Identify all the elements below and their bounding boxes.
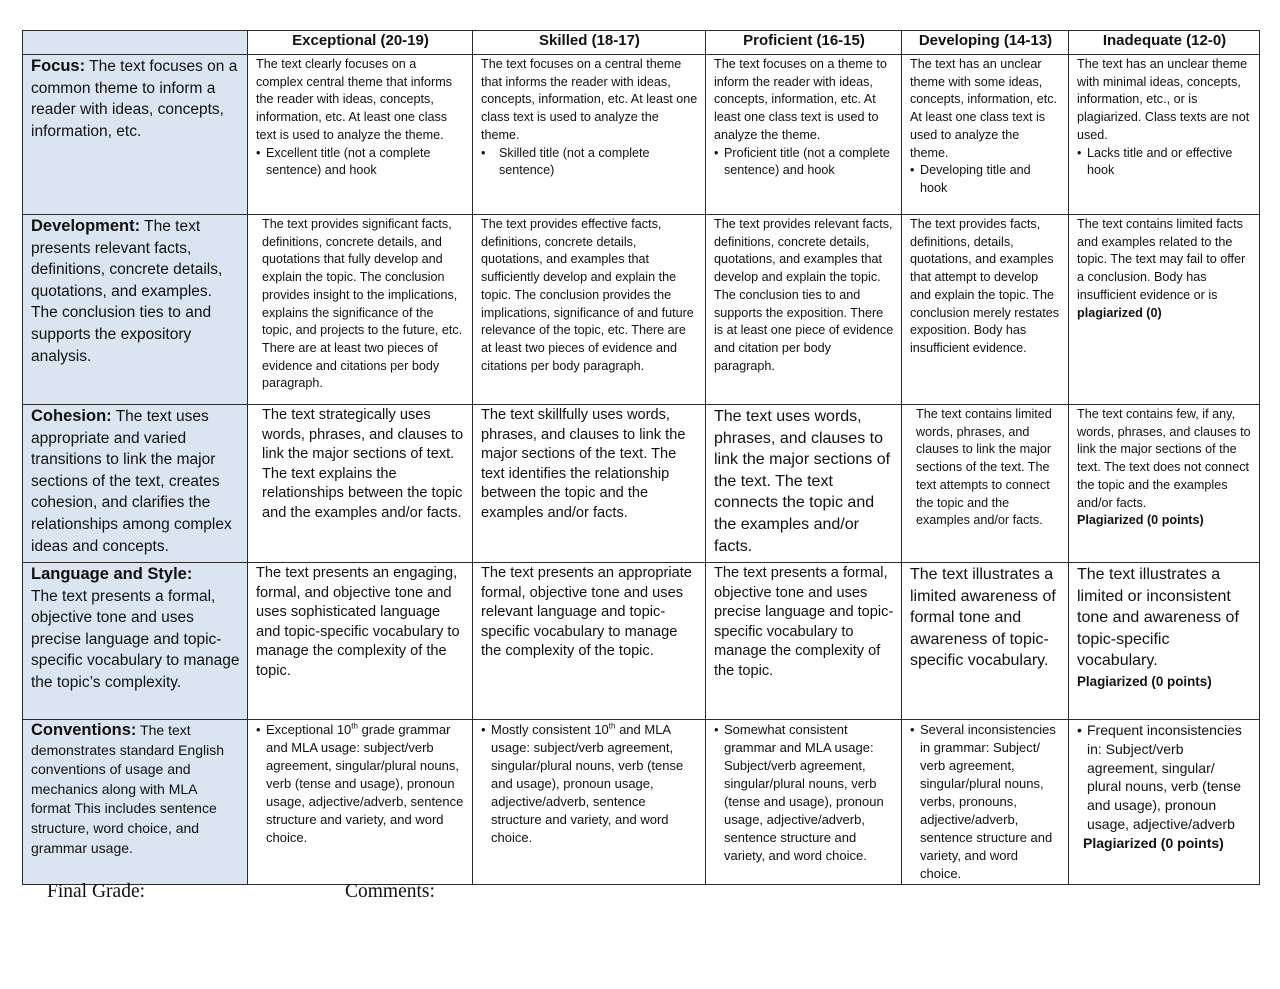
criterion-conventions-desc: demonstrates standard English conventions of usage and mechanics along with MLA format This includes sentence structure, word choice, and grammar usage.: [31, 741, 224, 856]
language-proficient-cell: [706, 563, 902, 720]
focus-proficient-cell: [706, 55, 902, 215]
language-skilled-cell: [473, 563, 706, 720]
focus-developing-bullet: • Developing title and hook: [910, 162, 1061, 197]
focus-skilled-text: The text focuses on a central theme that informs the reader with ideas, concepts, information, etc. At least one class text is used to analyze the theme.: [481, 57, 698, 142]
focus-exceptional-text: The text clearly focuses on a complex central theme that informs the reader with ideas, concepts, information, etc. At least one class text is used to analyze the theme.: [256, 57, 452, 142]
criterion-cohesion: [23, 405, 248, 563]
conventions-exceptional-a: Exceptional 10: [266, 722, 352, 737]
development-developing-cell: [902, 215, 1069, 405]
conventions-exceptional-cell: [248, 720, 473, 885]
language-inadequate-text: The text illustrates a limited or inconsistent tone and awareness of topic-specific vocabulary.: [1077, 566, 1239, 670]
conventions-developing-cell: [902, 720, 1069, 885]
conventions-inadequate-text: • Frequent inconsistencies in: Subject/verb agreement, singular/ plural nouns, verb (tense and usage), pronoun usage, adjective/adverb: [1077, 721, 1252, 834]
header-proficient: Proficient (16-15): [706, 31, 902, 55]
cohesion-skilled-cell: [473, 405, 706, 563]
row-conventions: [23, 720, 1260, 885]
conventions-developing-text: • Several inconsistencies in grammar: Subject/ verb agreement, singular/plural nouns, verbs, pronouns, adjective/adverb, sentence structure and variety, and word choice.: [910, 721, 1061, 883]
development-skilled-text: The text provides effective facts, definitions, concrete details, quotations, and examples that sufficiently develop and explain the topic. The conclusion provides the implications, significance of and future relevance of the topic, etc. There are at least two pieces of evidence and citations per body paragraph.: [481, 217, 694, 373]
focus-developing-cell: [902, 55, 1069, 215]
focus-inadequate-cell: [1069, 55, 1260, 215]
conventions-proficient-cell: [706, 720, 902, 885]
focus-proficient-bullet: • Proficient title (not a complete sentence) and hook: [714, 145, 894, 180]
development-developing-text: The text provides facts, definitions, details, quotations, and examples that attempt to develop and explain the topic. The conclusion merely restates exposition. Body has insufficient evidence.: [910, 217, 1060, 355]
header-inadequate: Inadequate (12-0): [1069, 31, 1260, 55]
focus-developing-text: The text has an unclear theme with some ideas, concepts, information, etc. At least one class text is used to analyze the theme.: [910, 57, 1057, 160]
language-exceptional-cell: [248, 563, 473, 720]
conventions-inadequate-plagiarized: Plagiarized (0 points): [1083, 834, 1224, 851]
conventions-skilled-cell: [473, 720, 706, 885]
header-row: [23, 31, 1260, 55]
development-proficient-cell: [706, 215, 902, 405]
development-exceptional-cell: [248, 215, 473, 405]
criterion-focus-desc: The text focuses on a common theme to inform a reader with ideas, concepts, information, etc.: [31, 58, 238, 140]
criterion-conventions-title: Conventions:: [31, 721, 137, 739]
header-developing: Developing (14-13): [902, 31, 1069, 55]
language-developing-cell: [902, 563, 1069, 720]
row-cohesion: [23, 405, 1260, 563]
criterion-conventions: [23, 720, 248, 885]
criterion-conventions-desc-first: The text: [140, 722, 191, 738]
header-exceptional: Exceptional (20-19): [248, 31, 473, 55]
conventions-skilled-b: and MLA usage: subject/verb agreement, singular/plural nouns, verb (tense and usage), pronoun usage, adjective/adverb, sentence structure and variety, and word choice.: [491, 722, 684, 845]
criterion-focus-title: Focus:: [31, 57, 86, 75]
conventions-proficient-text: • Somewhat consistent grammar and MLA usage: Subject/verb agreement, singular/plural nouns, verb (tense and usage), pronoun usage, adjective/adverb, sentence structure and variety, and word choice.: [714, 721, 894, 865]
cohesion-proficient-cell: [706, 405, 902, 563]
conventions-exceptional-b: grade grammar and MLA usage: subject/verb agreement, singular/plural nouns, verb (tense and usage), pronoun usage, adjective/adverb, sentence structure and variety, and word choice.: [266, 722, 464, 845]
cohesion-inadequate-plagiarized: Plagiarized (0 points): [1077, 513, 1204, 528]
criterion-development-desc: The text presents relevant facts, definitions, concrete details, quotations, and examples. The conclusion ties to and supports the expository analysis.: [31, 218, 223, 365]
focus-exceptional-cell: [248, 55, 473, 215]
cohesion-developing-text: The text contains limited words, phrases, and clauses to link the major sections of the text. The text attempts to connect the topic and the examples and/or facts.: [916, 407, 1052, 528]
focus-inadequate-text: The text has an unclear theme with minimal ideas, concepts, information, etc., or is plagiarized. Class texts are not used.: [1077, 57, 1250, 142]
development-exceptional-text: The text provides significant facts, definitions, concrete details, and quotations that fully develop and explain the topic. The conclusion provides insight to the implications, explains the significance of the topic, and projects to the future, etc. There are at least two pieces of evidence and citations per body paragraph.: [262, 217, 463, 391]
language-inadequate-cell: [1069, 563, 1260, 720]
header-corner-cell: [23, 31, 248, 55]
language-exceptional-text: The text presents an engaging, formal, and objective tone and uses sophisticated language and topic-specific vocabulary to manage the complexity of the topic.: [256, 565, 460, 679]
row-language-style: [23, 563, 1260, 720]
row-development: [23, 215, 1260, 405]
language-proficient-text: The text presents a formal, objective tone and uses precise language and topic-specific vocabulary to manage the complexity of the topic.: [714, 565, 894, 679]
cohesion-exceptional-text: The text strategically uses words, phrases, and clauses to link the major sections of text. The text explains the relationships between the topic and the examples and/or facts.: [262, 407, 464, 521]
row-focus: [23, 55, 1260, 215]
conventions-skilled-a: Mostly consistent 10: [491, 722, 609, 737]
focus-skilled-bullet: • Skilled title (not a complete sentence): [481, 145, 698, 180]
development-proficient-text: The text provides relevant facts, definitions, concrete details, quotations, and examples that develop and explain the topic. The conclusion ties to and supports the exposition. There is at least one piece of evidence and citation per body paragraph.: [714, 217, 894, 373]
comments-label: Comments:: [345, 881, 435, 902]
criterion-language-style-desc: The text presents a formal, objective tone and uses precise language and topic-specific vocabulary to manage the topic’s complexity.: [31, 587, 240, 691]
development-inadequate-cell: [1069, 215, 1260, 405]
criterion-development: [23, 215, 248, 405]
final-grade-label: Final Grade:: [47, 881, 146, 902]
focus-exceptional-bullet: • Excellent title (not a complete sentence) and hook: [256, 145, 465, 180]
conventions-exceptional-text: [256, 721, 465, 847]
conventions-skilled-text: [481, 721, 698, 847]
criterion-language-style: [23, 563, 248, 720]
language-skilled-text: The text presents an appropriate formal, objective tone and uses relevant language and topic-specific vocabulary to manage the complexity of the topic.: [481, 565, 692, 660]
development-skilled-cell: [473, 215, 706, 405]
conventions-inadequate-cell: [1069, 720, 1260, 885]
conventions-skilled-sup: th: [608, 721, 616, 731]
criterion-development-title: Development:: [31, 217, 141, 235]
criterion-cohesion-title: Cohesion:: [31, 407, 112, 425]
cohesion-skilled-text: The text skillfully uses words, phrases, and clauses to link the major sections of the text. The text identifies the relationship between the topic and the examples and/or facts.: [481, 407, 686, 521]
cohesion-inadequate-text: The text contains few, if any, words, phrases, and clauses to link the major sections of the text. The text does not connect the topic and the examples and/or facts.: [1077, 407, 1251, 510]
rubric-table: [22, 30, 1260, 885]
criterion-cohesion-desc: The text uses appropriate and varied transitions to link the major sections of the text, creates cohesion, and clarifies the relationships among complex ideas and concepts.: [31, 408, 232, 555]
language-developing-text: The text illustrates a limited awareness of formal tone and awareness of topic-specific vocabulary.: [910, 566, 1056, 670]
cohesion-inadequate-cell: [1069, 405, 1260, 563]
focus-inadequate-bullet: • Lacks title and or effective hook: [1077, 145, 1252, 180]
focus-skilled-cell: [473, 55, 706, 215]
development-inadequate-text: The text contains limited facts and examples related to the topic. The text may fail to offer a conclusion. Body has insufficient evidence or is: [1077, 217, 1246, 302]
criterion-focus: [23, 55, 248, 215]
criterion-language-style-title: Language and Style:: [31, 565, 193, 583]
cohesion-developing-cell: [902, 405, 1069, 563]
header-skilled: Skilled (18-17): [473, 31, 706, 55]
cohesion-exceptional-cell: [248, 405, 473, 563]
development-inadequate-plagiarized: plagiarized (0): [1077, 305, 1162, 320]
conventions-exceptional-sup: th: [351, 721, 358, 731]
language-inadequate-plagiarized: Plagiarized (0 points): [1077, 673, 1212, 689]
focus-proficient-text: The text focuses on a theme to inform the reader with ideas, concepts, information, etc. At least one class text is used to analyze the theme.: [714, 57, 887, 142]
cohesion-proficient-text: The text uses words, phrases, and clauses to link the major sections of the text. The text connects the topic and the examples and/or facts.: [714, 408, 891, 555]
